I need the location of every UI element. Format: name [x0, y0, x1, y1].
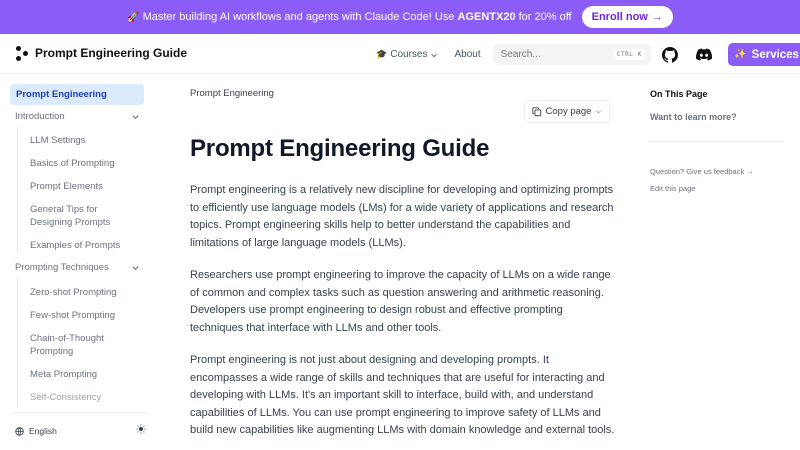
- sidebar-section-prompting-techniques[interactable]: Prompting Techniques: [15, 262, 140, 273]
- tree-line: [17, 127, 18, 252]
- promo-code: AGENTX20: [457, 11, 516, 23]
- toc-divider: [648, 141, 784, 142]
- main-nav: [376, 43, 800, 66]
- chevron-down-icon: [595, 108, 602, 115]
- graduation-cap-icon: 🎓: [376, 49, 388, 59]
- sidebar-item-prompt-engineering[interactable]: Prompt Engineering: [10, 84, 144, 105]
- copy-icon: [532, 107, 542, 117]
- promo-text: 🚀 Master building AI workflows and agents with Claude Code! Use AGENTX20 for 20% off: [127, 11, 572, 23]
- sidebar-item-zero-shot[interactable]: Zero-shot Prompting: [30, 287, 117, 298]
- about-link[interactable]: About: [454, 49, 481, 60]
- sidebar-item-meta-prompting[interactable]: Meta Prompting: [30, 369, 98, 380]
- promo-banner: [0, 0, 800, 34]
- enroll-now-button[interactable]: Enroll now →: [582, 6, 673, 28]
- search-box[interactable]: [493, 44, 651, 65]
- logo-icon: [15, 45, 29, 61]
- search-input[interactable]: [501, 49, 601, 60]
- sidebar-section-introduction[interactable]: Introduction: [15, 111, 140, 122]
- search-shortcut-badge: CTRL K: [614, 49, 645, 60]
- edit-page-link[interactable]: Edit this page: [650, 184, 696, 193]
- sidebar-item-general-tips[interactable]: General Tips for Designing Prompts: [30, 204, 111, 228]
- sun-icon: [136, 424, 146, 434]
- sidebar: [0, 75, 152, 450]
- site-title: Prompt Engineering Guide: [35, 46, 188, 60]
- globe-icon: [15, 427, 24, 436]
- tree-line: [17, 278, 18, 408]
- rocket-icon: 🚀: [127, 12, 140, 23]
- toc-title: On This Page: [650, 89, 708, 99]
- sidebar-item-few-shot[interactable]: Few-shot Prompting: [30, 310, 116, 321]
- copy-page-button[interactable]: Copy page: [524, 100, 610, 123]
- chevron-down-icon: [131, 263, 140, 272]
- breadcrumb[interactable]: Prompt Engineering: [190, 88, 274, 99]
- sidebar-item-self-consistency[interactable]: Self-Consistency: [30, 392, 102, 403]
- language-switcher[interactable]: English: [15, 426, 57, 436]
- chevron-down-icon: [430, 51, 438, 59]
- discord-link[interactable]: [694, 45, 714, 65]
- discord-icon: [696, 48, 712, 61]
- page-title: Prompt Engineering Guide: [190, 135, 490, 162]
- sparkles-icon: ✨: [734, 49, 747, 60]
- intro-paragraph-3: Prompt engineering is not just about designing and developing prompts. It encompasses a wide range of skills and techniques that are useful for interacting and developing with LLMs. It's an important skill to interface, build with, and understand capabilities of LLMs. You can use prompt engineering to improve safety of LLMs and build new capabilities like augmenting LLMs with domain knowledge and external tools.: [190, 354, 615, 437]
- toc-link-want-to-learn-more[interactable]: Want to learn more?: [650, 112, 737, 122]
- github-link[interactable]: [660, 45, 680, 65]
- sidebar-item-chain-of-thought[interactable]: Chain-of-Thought Prompting: [30, 333, 104, 357]
- sidebar-item-prompt-elements[interactable]: Prompt Elements: [30, 181, 103, 192]
- arrow-right-icon: →: [651, 11, 663, 23]
- top-navbar: [0, 34, 800, 74]
- sidebar-item-examples-of-prompts[interactable]: Examples of Prompts: [30, 240, 121, 251]
- github-icon: [662, 47, 678, 63]
- sidebar-item-llm-settings[interactable]: LLM Settings: [30, 135, 86, 146]
- intro-paragraph-1: Prompt engineering is a relatively new discipline for developing and optimizing prompts to efficiently use language models (LMs) for a wide variety of applications and research topics. Prompt engineering skills help to better understand the capabilities and limitations of large language models (LLMs).: [190, 184, 614, 249]
- site-logo-link[interactable]: [15, 45, 187, 61]
- sidebar-footer-divider: [12, 412, 148, 413]
- theme-toggle[interactable]: [136, 424, 146, 437]
- chevron-down-icon: [131, 112, 140, 121]
- intro-paragraph-2: Researchers use prompt engineering to improve the capacity of LLMs on a wide range of common and complex tasks such as question answering and arithmetic reasoning. Developers use prompt engineering to design robust and effective prompting techniques that interface with LLMs and other tools.: [190, 269, 611, 334]
- services-button[interactable]: ✨ Services: [728, 43, 800, 66]
- sidebar-item-basics-of-prompting[interactable]: Basics of Prompting: [30, 158, 115, 169]
- feedback-link[interactable]: Question? Give us feedback →: [650, 167, 754, 176]
- courses-menu[interactable]: 🎓 Courses: [376, 49, 438, 60]
